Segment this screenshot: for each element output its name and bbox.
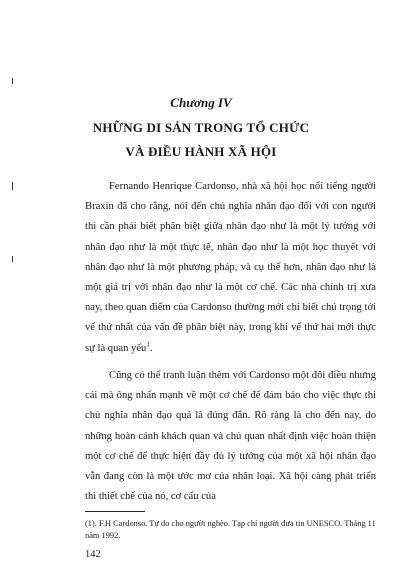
footnote-divider (85, 511, 145, 512)
paragraph-1 (85, 177, 376, 359)
chapter-title-line-2: VÀ ĐIỀU HÀNH XÃ HỘI (125, 144, 277, 159)
margin-mark (12, 256, 13, 262)
paragraph-2-text: Cũng có thể tranh luận thêm với Cardonso một đôi điều nhưng cái mà ông nhấn mạnh về một cơ chế để đảm bảo cho việc thực thi chủ nghĩa nhân đạo quả là đúng đắn. Rõ ràng là cho đến nay, do những hoàn cảnh khách quan và chủ quan nhất định việc hoàn thiện một cơ chế để thực hiện đầy đủ lý tưởng của một xã hội nhân đạo vẫn đang còn là một ước mơ của nhân loại. Xã hội càng phát triển thì thiết chế của nó, cơ cấu của (85, 370, 376, 503)
paragraph-1-text: Fernando Henrique Cardonso, nhà xã hội học nổi tiếng người Braxin đã cho rằng, nói đến chủ nghĩa nhân đạo đối với con người thì cần phải biết phân biệt giữa nhân đạo như là một lý tưởng với nhân đạo như là một thực tế, nhân đạo như là một học thuyết với nhân đạo như là một phương pháp, và cụ thể hơn, nhân đạo như là một giá trị với nhân đạo như là một cơ chế. Các nhà chính trị xưa nay, theo quan điểm của Cardonso thường mới chỉ biết chú trọng tới vế thứ nhất của vấn đề phân biệt này, trong khi vế thứ hai mới thực sự là quan yếu (85, 181, 376, 354)
paragraph-1-tail: . (149, 342, 153, 354)
paragraph-2 (85, 366, 376, 507)
chapter-label: Chương IV (170, 95, 232, 110)
page-number: 142 (85, 549, 101, 560)
footnote-reference: 1 (146, 340, 150, 349)
margin-mark (12, 182, 13, 190)
footnote: (1). F.H Cardonso. Tự do cho người nghèo. Tạp chí người đưa tin UNESCO. Tháng 11 năm 1992. (85, 519, 376, 540)
margin-mark (12, 78, 13, 84)
chapter-title-line-1: NHỮNG DI SẢN TRONG TỔ CHỨC (92, 120, 310, 135)
